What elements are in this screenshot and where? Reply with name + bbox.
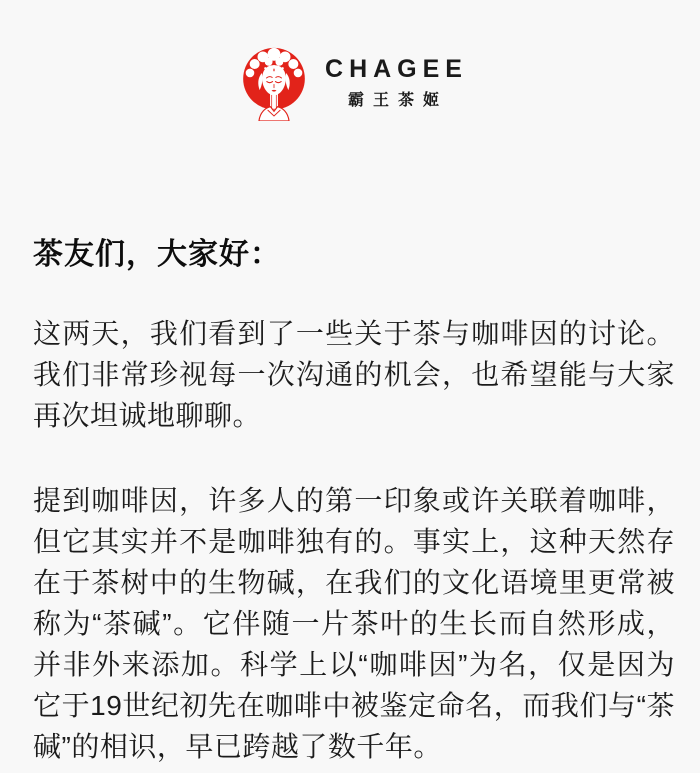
letter-body [0,234,700,767]
letter-paragraph-1: 这两天，我们看到了一些关于茶与咖啡因的讨论。我们非常珍视每一次沟通的机会，也希望能与大家再次坦诚地聊聊。 [33,318,675,431]
brand-name-en: CHAGEE [325,54,468,83]
brand-header [0,0,700,122]
letter-paragraph-2: 提到咖啡因，许多人的第一印象或许关联着咖啡，但它其实并不是咖啡独有的。事实上，这种天然存在于茶树中的生物碱，在我们的文化语境里更常被称为“茶碱”。它伴随一片茶叶的生长而自然形成，并非外来添加。科学上以“咖啡因”为名，仅是因为它于19世纪初先在咖啡中被鉴定命名，而我们与“茶碱”的相识，早已跨越了数千年。 [33,485,675,762]
brand-wordmark [325,54,468,110]
letter-greeting: 茶友们，大家好： [33,238,281,271]
brand-name-cn: 霸王茶姬 [347,92,448,110]
peking-opera-mask-icon [238,45,310,121]
